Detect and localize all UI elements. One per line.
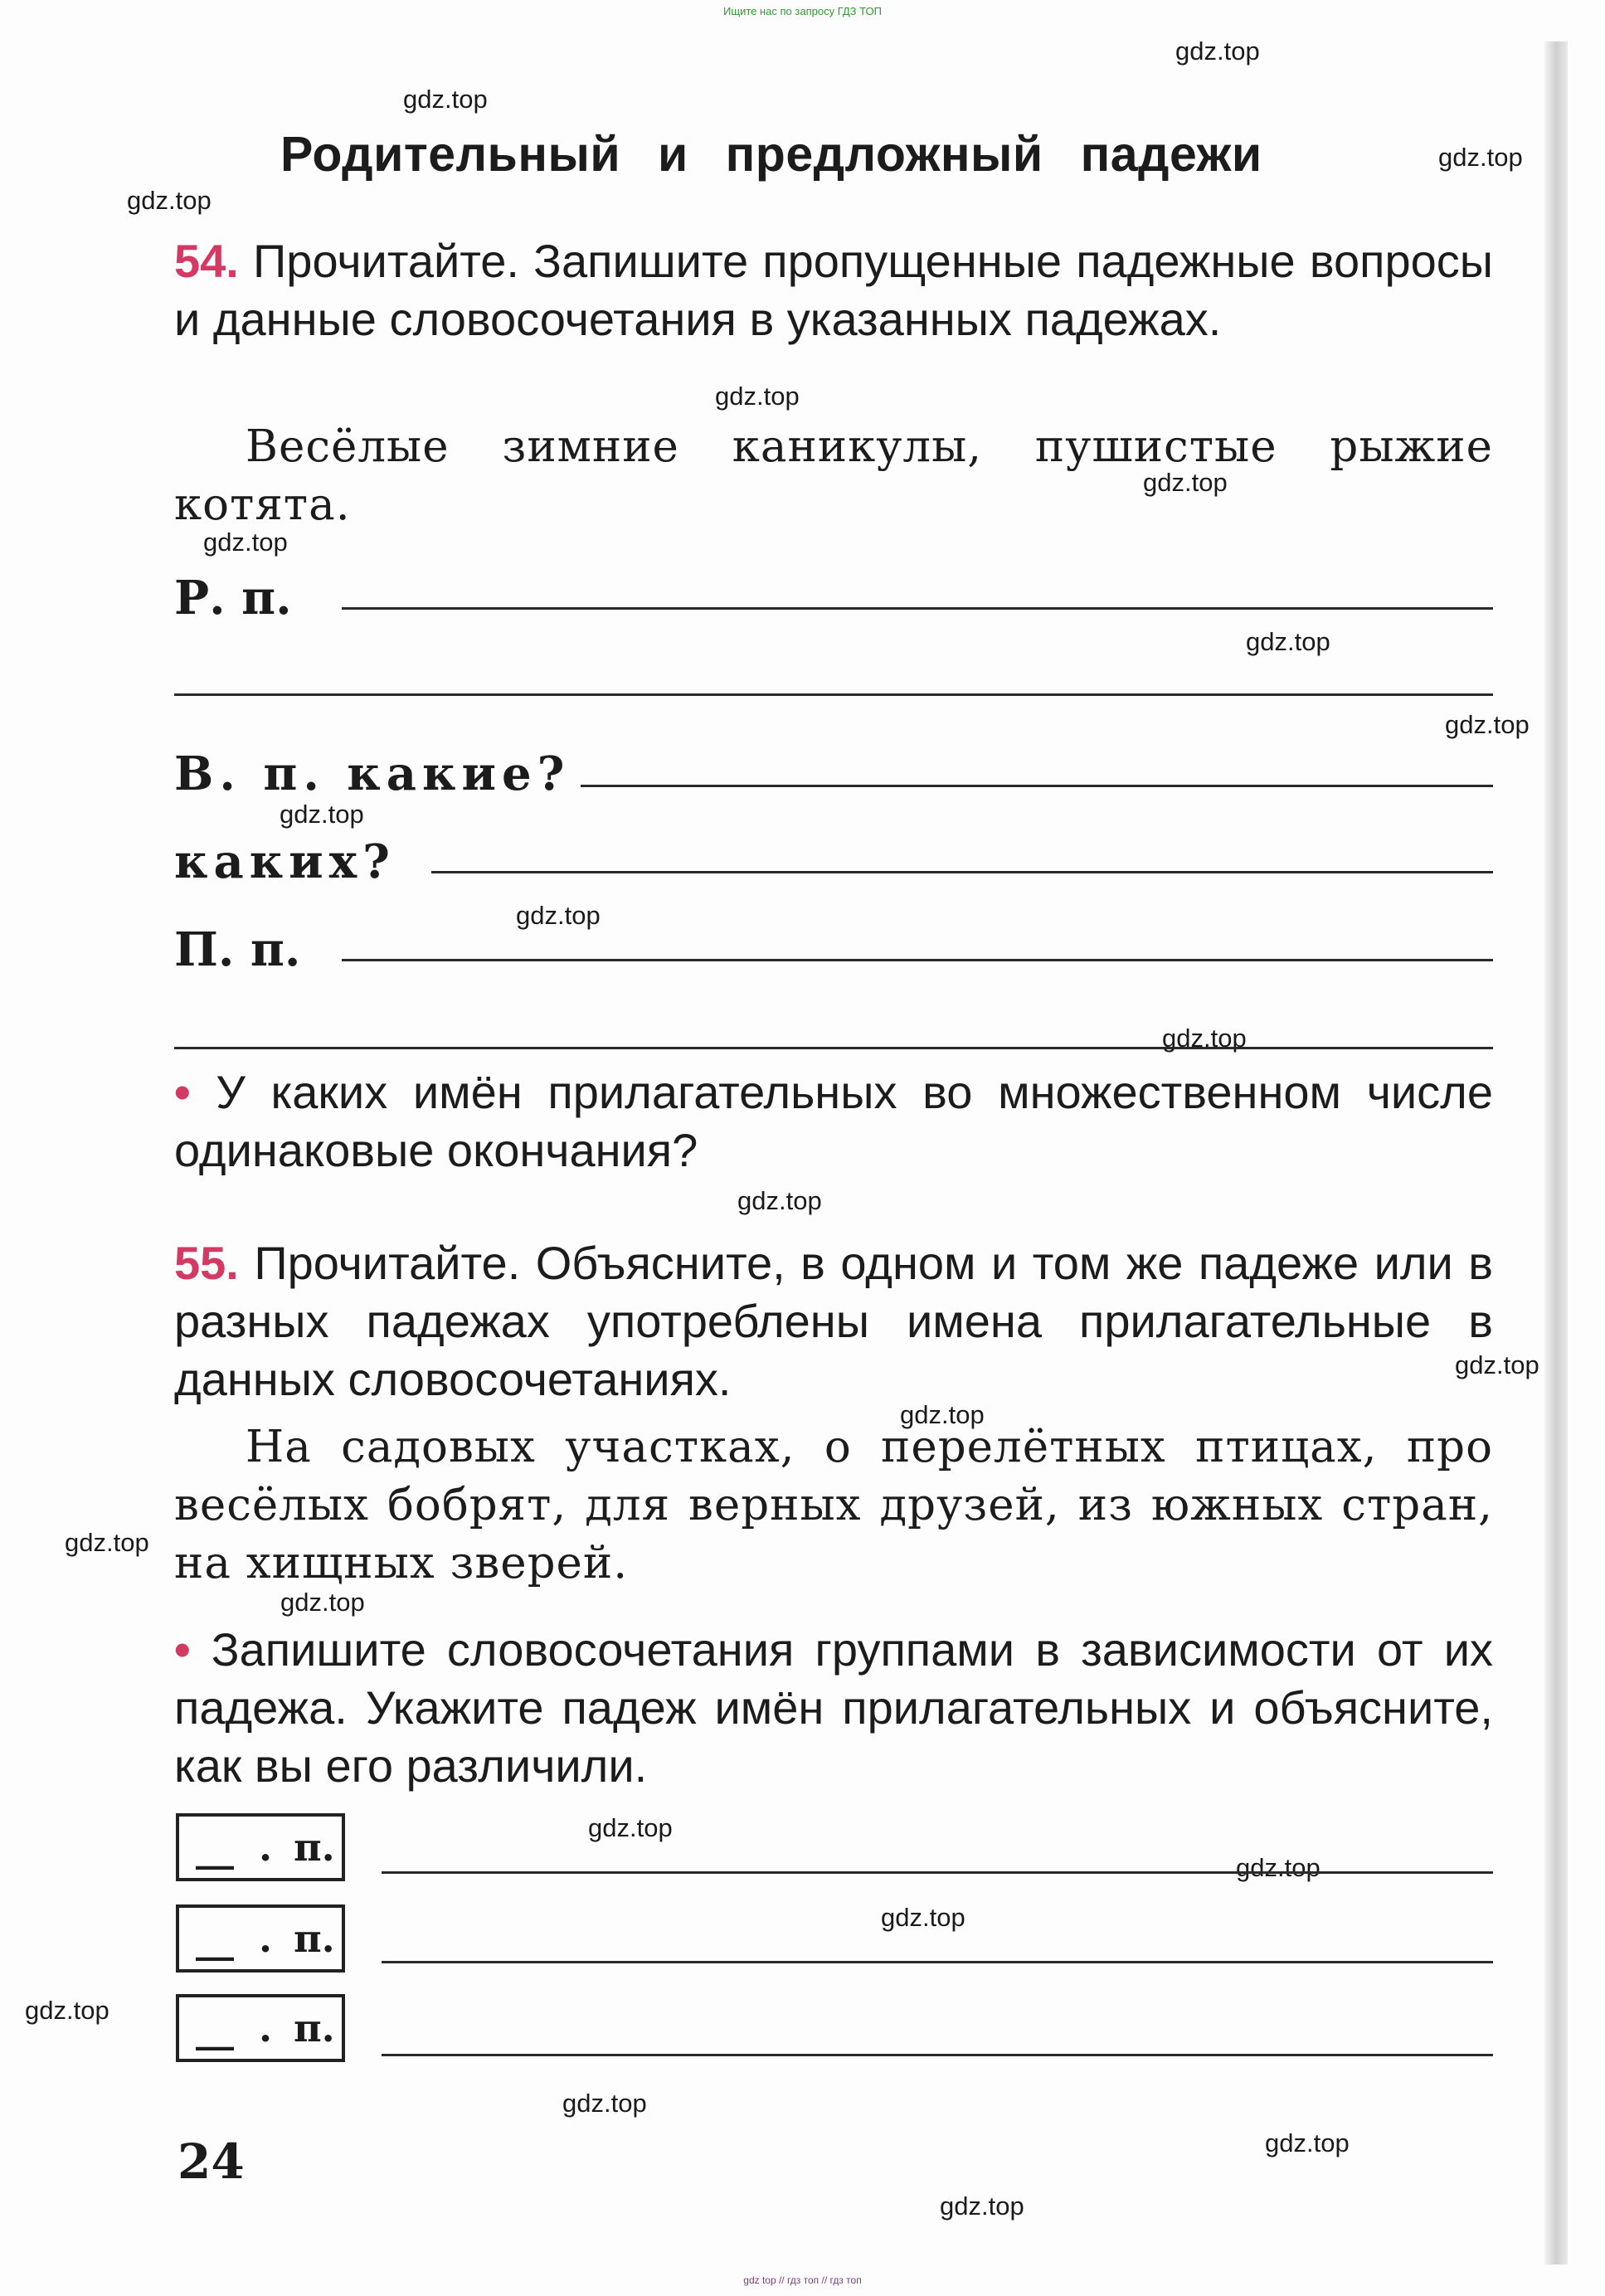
watermark: gdz.top	[940, 2191, 1024, 2221]
watermark: gdz.top	[203, 528, 288, 557]
answer-line[interactable]	[581, 785, 1493, 787]
watermark: gdz.top	[1236, 1853, 1320, 1882]
watermark: gdz.top	[1175, 36, 1260, 66]
case-box	[176, 1813, 345, 1881]
watermark: gdz.top	[588, 1813, 673, 1842]
bullet-icon: •	[174, 1623, 191, 1676]
watermark: gdz.top	[280, 800, 364, 829]
answer-line[interactable]	[382, 1961, 1493, 1963]
label-vp: В. п. какие?	[174, 747, 571, 801]
case-blank[interactable]: __	[196, 1825, 234, 1870]
task-55-assignment	[174, 1621, 1493, 1795]
task-54-question-text: У каких имён прилагательных во множественном числе одинаковые окончания?	[174, 1066, 1493, 1176]
task-55-example: На садовых участках, о перелётных птицах, про весёлых бобрят, для верных друзей, из южных стран, на хищных зверей.	[174, 1422, 1493, 1588]
answer-line[interactable]	[431, 871, 1493, 873]
case-blank[interactable]: __	[196, 2006, 234, 2050]
watermark: gdz.top	[1246, 627, 1330, 656]
watermark: gdz.top	[280, 1588, 365, 1617]
page-number: 24	[178, 2133, 245, 2190]
answer-line[interactable]	[342, 607, 1493, 610]
task-54-question	[174, 1063, 1493, 1180]
answer-line[interactable]	[382, 2054, 1493, 2056]
watermark: gdz.top	[900, 1400, 985, 1429]
watermark: gdz.top	[1162, 1024, 1247, 1053]
watermark: gdz.top	[25, 1996, 109, 2025]
watermark: gdz.top	[1438, 143, 1523, 172]
case-suffix: п.	[294, 2006, 335, 2050]
watermark: gdz.top	[715, 382, 800, 411]
header-note: Ищите нас по запросу ГДЗ ТОП	[723, 5, 882, 17]
watermark: gdz.top	[881, 1903, 965, 1932]
label-rp: Р. п.	[174, 571, 292, 625]
answer-line[interactable]	[174, 1047, 1493, 1049]
bullet-icon: •	[174, 1066, 191, 1118]
task-55-number: 55.	[174, 1237, 239, 1289]
page-edge-shadow	[1544, 41, 1568, 2264]
case-dot: .	[259, 2006, 273, 2050]
answer-line[interactable]	[174, 693, 1493, 696]
label-pp: П. п.	[174, 922, 301, 977]
answer-line[interactable]	[342, 959, 1493, 961]
label-vp-alt: каких?	[174, 834, 396, 889]
case-suffix: п.	[294, 1916, 335, 1961]
watermark: gdz.top	[562, 2089, 647, 2118]
case-box	[176, 1904, 345, 1973]
case-dot: .	[259, 1825, 273, 1870]
case-dot: .	[259, 1916, 273, 1961]
watermark: gdz.top	[1445, 710, 1530, 739]
watermark: gdz.top	[1455, 1350, 1539, 1379]
watermark: gdz.top	[1265, 2128, 1350, 2157]
answer-line[interactable]	[382, 1871, 1493, 1874]
watermark: gdz.top	[127, 186, 212, 215]
case-blank[interactable]: __	[196, 1916, 234, 1961]
task-55-assignment-text: Запишите словосочетания группами в зависимости от их падежа. Укажите падеж имён прилагательных и объясните, как вы его различили.	[174, 1623, 1494, 1792]
task-55-instruction-text: Прочитайте. Объясните, в одном и том же падеже или в разных падежах употреблены имена прилагательные в данных словосочетаниях.	[174, 1237, 1494, 1405]
task-54-number: 54.	[174, 235, 239, 287]
watermark: gdz.top	[65, 1528, 149, 1557]
footer-note: gdz top // гдз топ // гдз топ	[743, 2274, 862, 2286]
watermark: gdz.top	[403, 85, 488, 114]
case-box	[176, 1994, 345, 2062]
watermark: gdz.top	[1143, 468, 1228, 497]
task-55-instruction	[174, 1234, 1493, 1408]
page-title: Родительный и предложный падежи	[280, 127, 1262, 182]
task-54-instruction	[174, 232, 1493, 348]
task-54-instruction-text: Прочитайте. Запишите пропущенные падежные вопросы и данные словосочетания в указанных падежах.	[174, 235, 1493, 345]
task-54-example: Весёлые зимние каникулы, пушистые рыжие котята.	[174, 421, 1493, 530]
case-suffix: п.	[294, 1825, 335, 1870]
watermark: gdz.top	[737, 1186, 822, 1215]
watermark: gdz.top	[516, 901, 601, 930]
